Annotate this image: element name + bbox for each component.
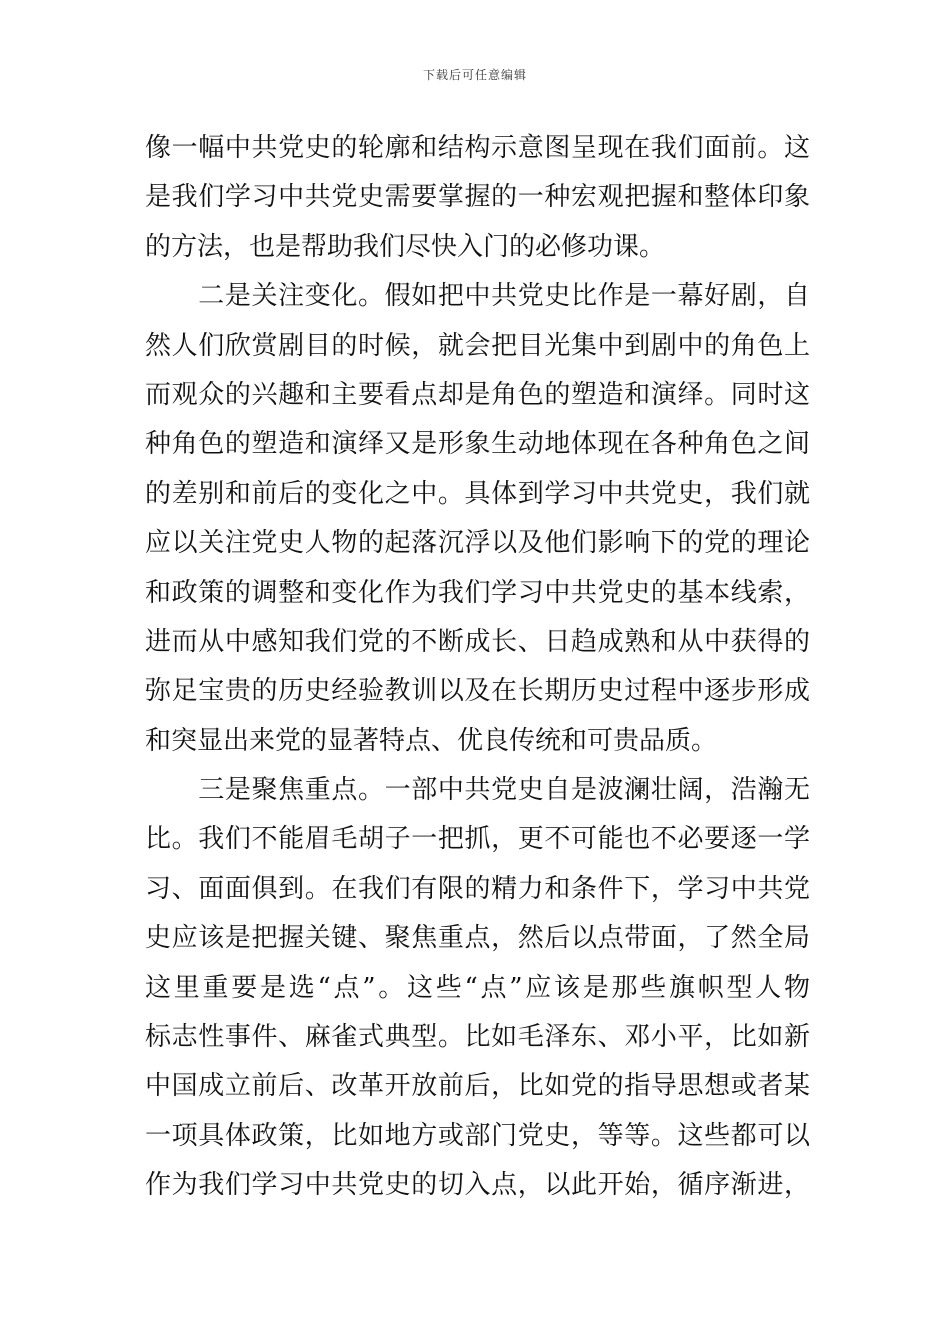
text-line: 像一幅中共党史的轮廓和结构示意图呈现在我们面前。这 (145, 133, 810, 163)
text-line: 比。我们不能眉毛胡子一把抓，更不可能也不必要逐一学 (145, 824, 810, 855)
text-line: 是我们学习中共党史需要掌握的一种宏观把握和整体印象 (145, 182, 810, 213)
text-line: 习、面面俱到。在我们有限的精力和条件下，学习中共党 (145, 873, 810, 904)
text-line: 这里重要是选“点”。这些“点”应该是那些旗帜型人物 (145, 972, 810, 1003)
text-line: 中国成立前后、改革开放前后，比如党的指导思想或者某 (145, 1071, 810, 1102)
text-line: 和政策的调整和变化作为我们学习中共党史的基本线索， (145, 577, 810, 608)
page-header: 下载后可任意编辑 (422, 68, 527, 82)
text-line: 的方法，也是帮助我们尽快入门的必修功课。 (145, 231, 666, 262)
text-line: 二是关注变化。假如把中共党史比作是一幕好剧，自 (145, 281, 810, 312)
text-line: 弥足宝贵的历史经验教训以及在长期历史过程中逐步形成 (145, 676, 810, 707)
text-line: 种角色的塑造和演绎又是形象生动地体现在各种角色之间 (145, 429, 810, 460)
text-line: 标志性事件、麻雀式典型。比如毛泽东、邓小平，比如新 (145, 1022, 810, 1053)
text-line: 的差别和前后的变化之中。具体到学习中共党史，我们就 (145, 478, 810, 509)
text-line: 和突显出来党的显著特点、优良传统和可贵品质。 (145, 725, 718, 756)
text-line: 三是聚焦重点。一部中共党史自是波澜壮阔，浩瀚无 (145, 775, 810, 806)
text-line: 进而从中感知我们党的不断成长、日趋成熟和从中获得的 (145, 626, 810, 657)
text-line: 作为我们学习中共党史的切入点，以此开始，循序渐进， (145, 1170, 810, 1201)
text-line: 然人们欣赏剧目的时候，就会把目光集中到剧中的角色上 (145, 330, 810, 361)
text-line: 一项具体政策，比如地方或部门党史，等等。这些都可以 (145, 1120, 810, 1151)
document-body (145, 124, 810, 1211)
text-line: 应以关注党史人物的起落沉浮以及他们影响下的党的理论 (145, 528, 810, 559)
text-line: 而观众的兴趣和主要看点却是角色的塑造和演绎。同时这 (145, 379, 810, 410)
text-line: 史应该是把握关键、聚焦重点，然后以点带面，了然全局 (145, 923, 810, 954)
